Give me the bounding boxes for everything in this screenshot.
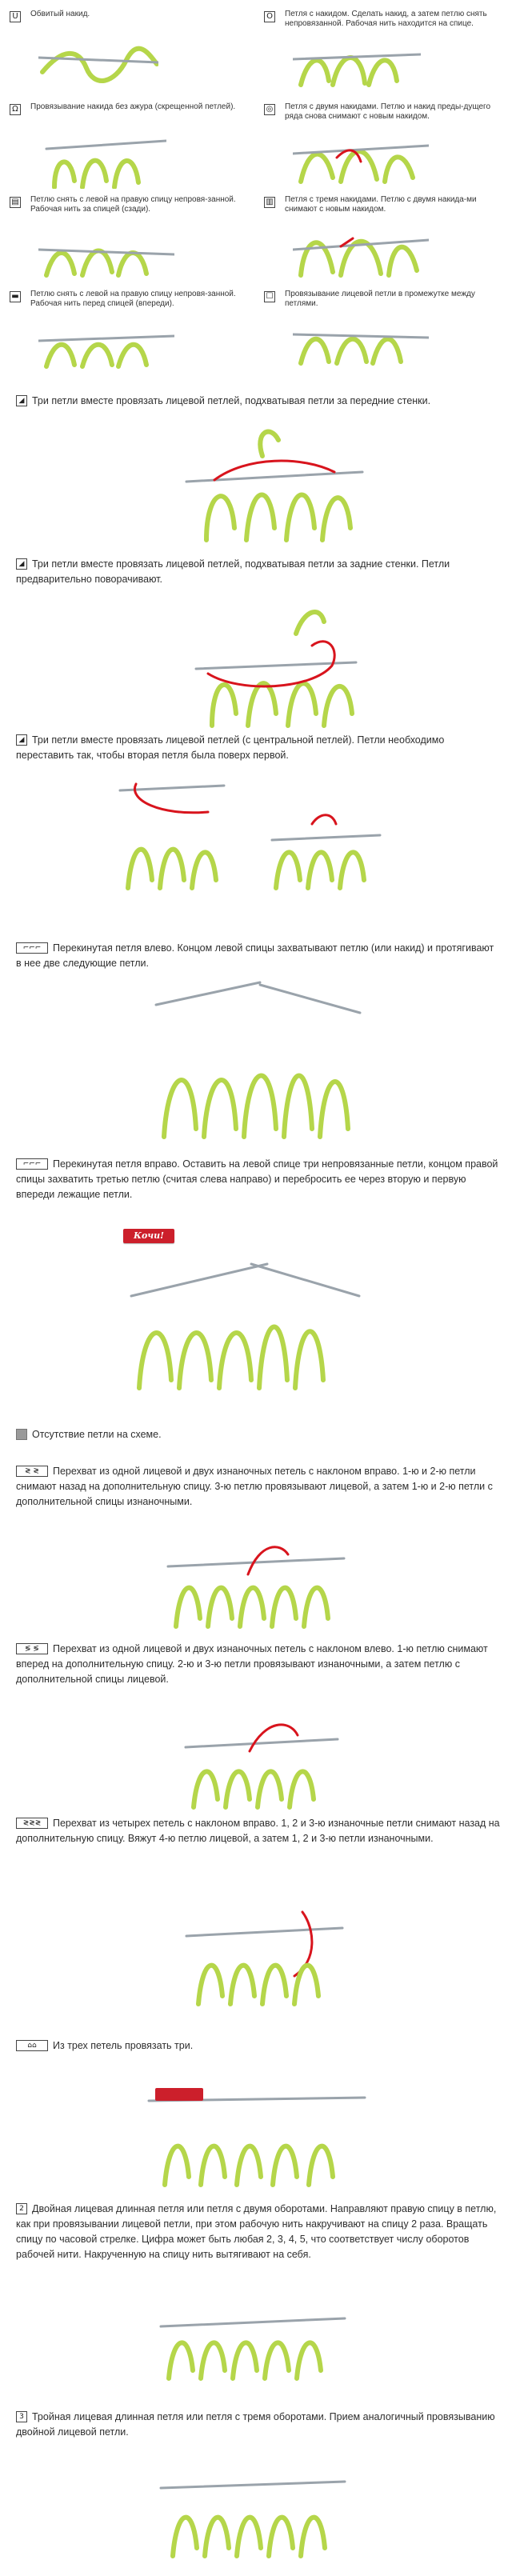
legend-text-1: Обвитый накид. (30, 10, 90, 18)
legend-text-5: Петлю снять с левой на правую спицу непровя-занной. Рабочая нить за спицей (сзади). (30, 195, 236, 214)
legend-text-7: Петлю снять с левой на правую спицу непровя-занной. Рабочая нить перед спицей (впереди). (30, 290, 236, 308)
knitting-figure-1-icon (182, 424, 366, 544)
section-text-9: Перехват из четырех петель с наклоном вправо. 1, 2 и 3-ю изнаночные петли снимают назад на дополнительную спицу. Вяжут 4-ю петлю лицевой, а затем 1, 2 и 3-ю петли изнаночными. (16, 1818, 500, 1844)
section-10 (16, 2038, 501, 2054)
section-symbol-6 (16, 1429, 27, 1440)
yarn-illustration-icon (293, 317, 429, 366)
section-symbol-8: ≶ ≶ (16, 1643, 48, 1654)
section-symbol-10: ⌂⌂ (16, 2040, 48, 2051)
section-5 (16, 1157, 501, 1202)
legend-text-6: Петля с тремя накидами. Петлю с двумя накида-ми снимают с новым накидом. (285, 195, 477, 214)
legend-grid (6, 5, 506, 381)
legend-symbol-4: ◎ (264, 104, 275, 115)
knitting-figure-9-icon (182, 1880, 350, 2008)
yarn-illustration-icon (293, 130, 429, 186)
section-12 (16, 2410, 501, 2440)
section-symbol-12: 3 (16, 2411, 27, 2422)
legend-text-2: Петля с накидом. Сделать накид, а затем петлю снять непровязанной. Рабочая нить находится на спице. (285, 10, 487, 28)
section-text-4: Перекинутая петля влево. Концом левой спицы захватывают петлю (или накид) и протягивают в нее две следующие петли. (16, 942, 494, 969)
yarn-illustration-icon (38, 133, 166, 189)
legend-symbol-1: U (10, 11, 21, 22)
yarn-illustration-icon (293, 37, 421, 90)
knitting-figure-3-icon (112, 768, 384, 896)
legend-cell-7 (6, 285, 250, 378)
legend-symbol-5: ▤ (10, 197, 21, 208)
section-text-10: Из трех петель провязать три. (53, 2040, 194, 2051)
section-7 (16, 1464, 501, 1510)
legend-cell-6 (261, 190, 504, 283)
knitting-figure-12-icon (157, 2464, 349, 2560)
section-symbol-7: ≷ ≷ (16, 1466, 48, 1477)
legend-cell-3 (6, 98, 250, 190)
section-text-6: Отсутствие петли на схеме. (32, 1429, 162, 1440)
yarn-illustration-icon (38, 40, 158, 88)
knitting-figure-2-icon (192, 602, 360, 730)
legend-cell-5 (6, 190, 250, 283)
section-text-5: Перекинутая петля вправо. Оставить на левой спице три непровязанные петли, концом правой спицы захватить третью петлю (считая слева направо) и перебросить ее через вторую и первую впереди лежащие петли. (16, 1158, 498, 1200)
yarn-illustration-icon (38, 226, 174, 278)
section-text-1: Три петли вместе провязать лицевой петлей, подхватывая петли за передние стенки. (32, 395, 431, 406)
section-symbol-9: ≷≷≷ (16, 1818, 48, 1829)
legend-symbol-7: ▬ (10, 291, 21, 302)
legend-cell-4 (261, 98, 504, 190)
section-symbol-4: ⌐⌐⌐ (16, 942, 48, 954)
knitting-figure-4-icon (148, 981, 364, 1141)
section-text-8: Перехват из одной лицевой и двух изнаночных петель с наклоном влево. 1-ю петлю снимают вперед на дополнительную спицу. 2-ю и 3-ю петли провязывают изнаночными, а затем петлю с дополнительной спицы лицевой. (16, 1643, 488, 1685)
yarn-illustration-icon (38, 320, 174, 370)
section-11 (16, 2202, 501, 2262)
knitting-figure-10-icon (141, 2069, 373, 2189)
section-9 (16, 1816, 501, 1846)
legend-text-8: Провязывание лицевой петли в промежутке между петлями. (285, 290, 475, 308)
section-text-3: Три петли вместе провязать лицевой петлей (с центральной петлей). Петли необходимо переставить так, чтобы вторая петля была поверх первой. (16, 734, 445, 761)
section-text-7: Перехват из одной лицевой и двух изнаночных петель с наклоном вправо. 1-ю и 2-ю петли снимают назад на дополнительную спицу. 3-ю петлю провязывают лицевой, а затем 1-ю и 2-ю петли с дополнительной спицы изнаночными. (16, 1466, 493, 1507)
legend-symbol-8: ☐ (264, 291, 275, 302)
section-4 (16, 941, 501, 971)
legend-text-4: Петля с двумя накидами. Петлю и накид преды-дущего ряда снова снимают с новым накидом. (285, 102, 491, 121)
legend-cell-1 (6, 5, 250, 98)
knitting-figure-11-icon (157, 2294, 349, 2382)
section-3 (16, 733, 501, 763)
legend-cell-8 (261, 285, 504, 378)
section-text-11: Двойная лицевая длинная петля или петля с двумя оборотами. Направляют правую спицу в петлю, как при провязывании лицевой петли, при этом рабочую нить накручивают на спицу 2 раза. Вращать спицу по часовой стрелке. Цифра может быть любая 2, 3, 4, 5, что соответствует числу оборотов рабочей нити. Накрученную на спицу нить вытягивают на себя. (16, 2203, 497, 2260)
knitting-figure-7-icon (160, 1518, 352, 1630)
yarn-illustration-icon (293, 222, 429, 278)
section-text-12: Тройная лицевая длинная петля или петля с тремя оборотами. Прием аналогичный провязыванию двойной лицевой петли. (16, 2411, 495, 2438)
knitting-figure-8-icon (178, 1707, 346, 1811)
legend-symbol-2: O (264, 11, 275, 22)
section-6 (16, 1427, 501, 1442)
legend-text-3: Провязывание накида без ажура (скрещенной петлей). (30, 102, 236, 111)
section-symbol-2: ◢ (16, 558, 27, 570)
legend-symbol-6: ▥ (264, 197, 275, 208)
section-symbol-11: 2 (16, 2203, 27, 2214)
section-1 (16, 394, 501, 409)
section-symbol-1: ◢ (16, 395, 27, 406)
brand-tag: Кочи! (123, 1229, 174, 1243)
knitting-figure-5-icon (123, 1248, 363, 1392)
section-8 (16, 1642, 501, 1687)
legend-symbol-3: Ω (10, 104, 21, 115)
legend-cell-2 (261, 5, 504, 98)
section-2 (16, 557, 501, 587)
section-symbol-5: ⌐⌐⌐ (16, 1158, 48, 1170)
section-text-2: Три петли вместе провязать лицевой петлей, подхватывая петли за задние стенки. Петли предварительно поворачивают. (16, 558, 450, 585)
section-symbol-3: ◢ (16, 734, 27, 746)
